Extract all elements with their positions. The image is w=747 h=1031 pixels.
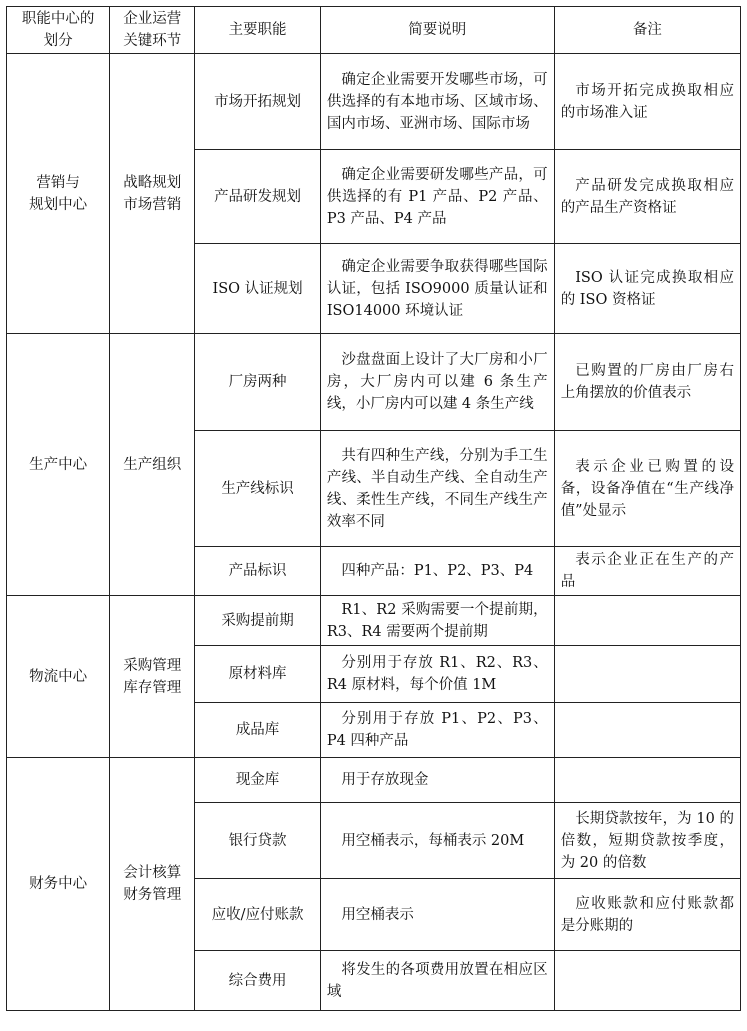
link-cell-finance: [110, 758, 195, 1011]
center-line: 营销与: [36, 174, 80, 191]
table-row: [7, 54, 741, 150]
header-remarks: 备注: [554, 7, 740, 54]
description-cell: 用于存放现金: [320, 758, 554, 803]
description-cell: 用空桶表示，每桶表示 20M: [320, 803, 554, 879]
description-cell: 分别用于存放 P1、P2、P3、P4 四种产品: [320, 703, 554, 758]
remark-cell: 表示企业正在生产的产品: [554, 547, 740, 596]
function-cell: 银行贷款: [195, 803, 321, 879]
center-cell-production: 生产中心: [7, 334, 110, 596]
description-cell: 沙盘盘面上设计了大厂房和小厂房，大厂房内可以建 6 条生产线，小厂房内可以建 4 条生产线: [320, 334, 554, 431]
remark-cell: 市场开拓完成换取相应的市场准入证: [554, 54, 740, 150]
function-cell: 综合费用: [195, 951, 321, 1011]
function-cell: 采购提前期: [195, 596, 321, 646]
function-cell: 应收/应付账款: [195, 879, 321, 951]
header-operation-link: [110, 7, 195, 54]
center-line: 规划中心: [29, 196, 88, 213]
function-cell: 生产线标识: [195, 431, 321, 547]
remark-cell: [554, 951, 740, 1011]
center-cell-marketing: [7, 54, 110, 334]
function-cell: 市场开拓规划: [195, 54, 321, 150]
description-cell: R1、R2 采购需要一个提前期，R3、R4 需要两个提前期: [320, 596, 554, 646]
link-line: 库存管理: [123, 679, 182, 696]
link-line: 会计核算: [123, 865, 182, 881]
remark-cell: [554, 703, 740, 758]
remark-cell: [554, 758, 740, 803]
table-row: [7, 334, 741, 431]
function-cell: 产品研发规划: [195, 150, 321, 244]
description-cell: 分别用于存放 R1、R2、R3、R4 原材料，每个价值 1M: [320, 646, 554, 703]
function-cell: 产品标识: [195, 547, 321, 596]
center-cell-logistics: 物流中心: [7, 596, 110, 758]
link-line: 采购管理: [123, 657, 182, 674]
link-line: 财务管理: [123, 887, 182, 903]
header-line: 企业运营: [123, 11, 182, 27]
description-cell: 将发生的各项费用放置在相应区域: [320, 951, 554, 1011]
function-cell: 成品库: [195, 703, 321, 758]
function-cell: 厂房两种: [195, 334, 321, 431]
remark-cell: 长期贷款按年，为 10 的倍数，短期贷款按季度，为 20 的倍数: [554, 803, 740, 879]
table-row: [7, 758, 741, 803]
remark-cell: [554, 646, 740, 703]
header-line: 职能中心的: [21, 11, 95, 27]
remark-cell: ISO 认证完成换取相应的 ISO 资格证: [554, 244, 740, 334]
functional-centers-table: [6, 6, 741, 1011]
header-description: 简要说明: [320, 7, 554, 54]
description-cell: 确定企业需要研发哪些产品，可供选择的有 P1 产品、P2 产品、P3 产品、P4 产品: [320, 150, 554, 244]
link-cell-marketing: [110, 54, 195, 334]
remark-cell: [554, 596, 740, 646]
link-line: 战略规划: [123, 174, 182, 191]
center-cell-finance: 财务中心: [7, 758, 110, 1011]
table-row: [7, 596, 741, 646]
function-cell: 现金库: [195, 758, 321, 803]
description-cell: 确定企业需要开发哪些市场，可供选择的有本地市场、区域市场、国内市场、亚洲市场、国际市场: [320, 54, 554, 150]
header-line: 划分: [43, 33, 73, 49]
description-cell: 确定企业需要争取获得哪些国际认证，包括 ISO9000 质量认证和 ISO14000 环境认证: [320, 244, 554, 334]
header-main-function: 主要职能: [195, 7, 321, 54]
description-cell: 四种产品：P1、P2、P3、P4: [320, 547, 554, 596]
remark-cell: 应收账款和应付账款都是分账期的: [554, 879, 740, 951]
description-cell: 共有四种生产线，分别为手工生产线、半自动生产线、全自动生产线、柔性生产线，不同生产线生产效率不同: [320, 431, 554, 547]
link-line: 市场营销: [123, 196, 182, 213]
function-cell: ISO 认证规划: [195, 244, 321, 334]
remark-cell: 已购置的厂房由厂房右上角摆放的价值表示: [554, 334, 740, 431]
link-cell-production: 生产组织: [110, 334, 195, 596]
table-header-row: [7, 7, 741, 54]
link-cell-logistics: [110, 596, 195, 758]
header-line: 关键环节: [123, 33, 182, 49]
header-center-division: [7, 7, 110, 54]
description-cell: 用空桶表示: [320, 879, 554, 951]
remark-cell: 表示企业已购置的设备，设备净值在“生产线净值”处显示: [554, 431, 740, 547]
function-cell: 原材料库: [195, 646, 321, 703]
remark-cell: 产品研发完成换取相应的产品生产资格证: [554, 150, 740, 244]
